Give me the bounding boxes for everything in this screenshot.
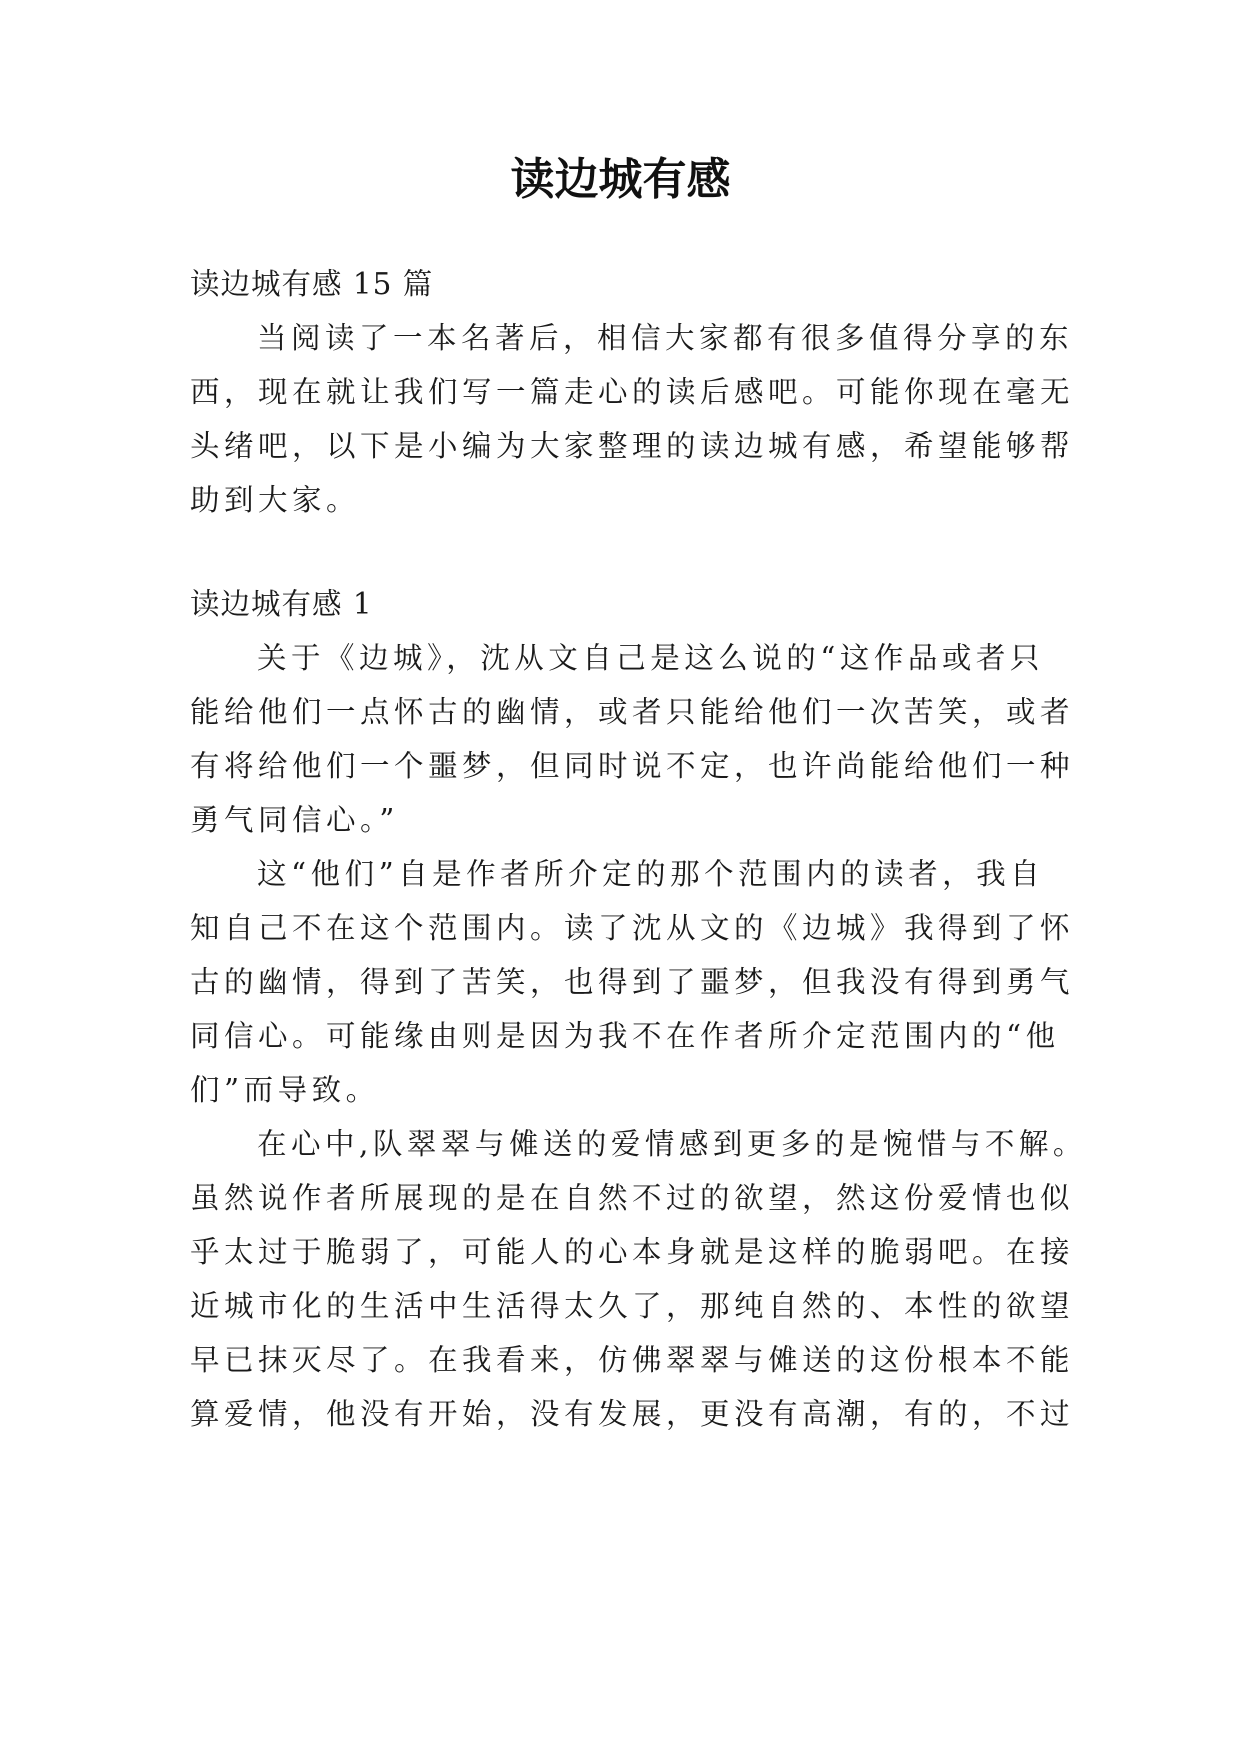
paragraph-line: 在心中,队翠翠与傩送的爱情感到更多的是惋惜与不解。 bbox=[257, 1127, 1087, 1161]
paragraph-line: 虽然说作者所展现的是在自然不过的欲望，然这份爱情也似 bbox=[190, 1181, 1075, 1215]
paragraph-line: 们”而导致。 bbox=[190, 1073, 380, 1107]
paragraph-line: 知自己不在这个范围内。读了沈从文的《边城》我得到了怀 bbox=[190, 911, 1075, 945]
paragraph-line: 西，现在就让我们写一篇走心的读后感吧。可能你现在毫无 bbox=[190, 375, 1075, 409]
paragraph-line: 早已抹灭尽了。在我看来，仿佛翠翠与傩送的这份根本不能 bbox=[190, 1343, 1075, 1377]
section-heading-intro: 读边城有感 15 篇 bbox=[190, 267, 434, 301]
paragraph-line: 这“他们”自是作者所介定的那个范围内的读者，我自 bbox=[257, 857, 1045, 891]
paragraph-line: 乎太过于脆弱了，可能人的心本身就是这样的脆弱吧。在接 bbox=[190, 1235, 1075, 1269]
paragraph-line: 勇气同信心。” bbox=[190, 803, 399, 837]
paragraph-line: 同信心。可能缘由则是因为我不在作者所介定范围内的“他 bbox=[190, 1019, 1060, 1053]
paragraph-line: 助到大家。 bbox=[190, 483, 361, 517]
paragraph-line: 古的幽情，得到了苦笑，也得到了噩梦，但我没有得到勇气 bbox=[190, 965, 1075, 999]
paragraph-line: 头绪吧，以下是小编为大家整理的读边城有感，希望能够帮 bbox=[190, 429, 1075, 463]
paragraph-line: 有将给他们一个噩梦，但同时说不定，也许尚能给他们一种 bbox=[190, 749, 1075, 783]
paragraph-line: 算爱情，他没有开始，没有发展，更没有高潮，有的，不过 bbox=[190, 1397, 1075, 1431]
paragraph-line: 能给他们一点怀古的幽情，或者只能给他们一次苦笑，或者 bbox=[190, 695, 1075, 729]
document-title: 读边城有感 bbox=[510, 154, 731, 205]
paragraph-line: 当阅读了一本名著后，相信大家都有很多值得分享的东 bbox=[257, 321, 1074, 355]
paragraph-line: 关于《边城》，沈从文自己是这么说的“这作品或者只 bbox=[257, 641, 1044, 675]
paragraph-line: 近城市化的生活中生活得太久了，那纯自然的、本性的欲望 bbox=[190, 1289, 1075, 1323]
section-heading-part1: 读边城有感 1 bbox=[190, 587, 373, 621]
